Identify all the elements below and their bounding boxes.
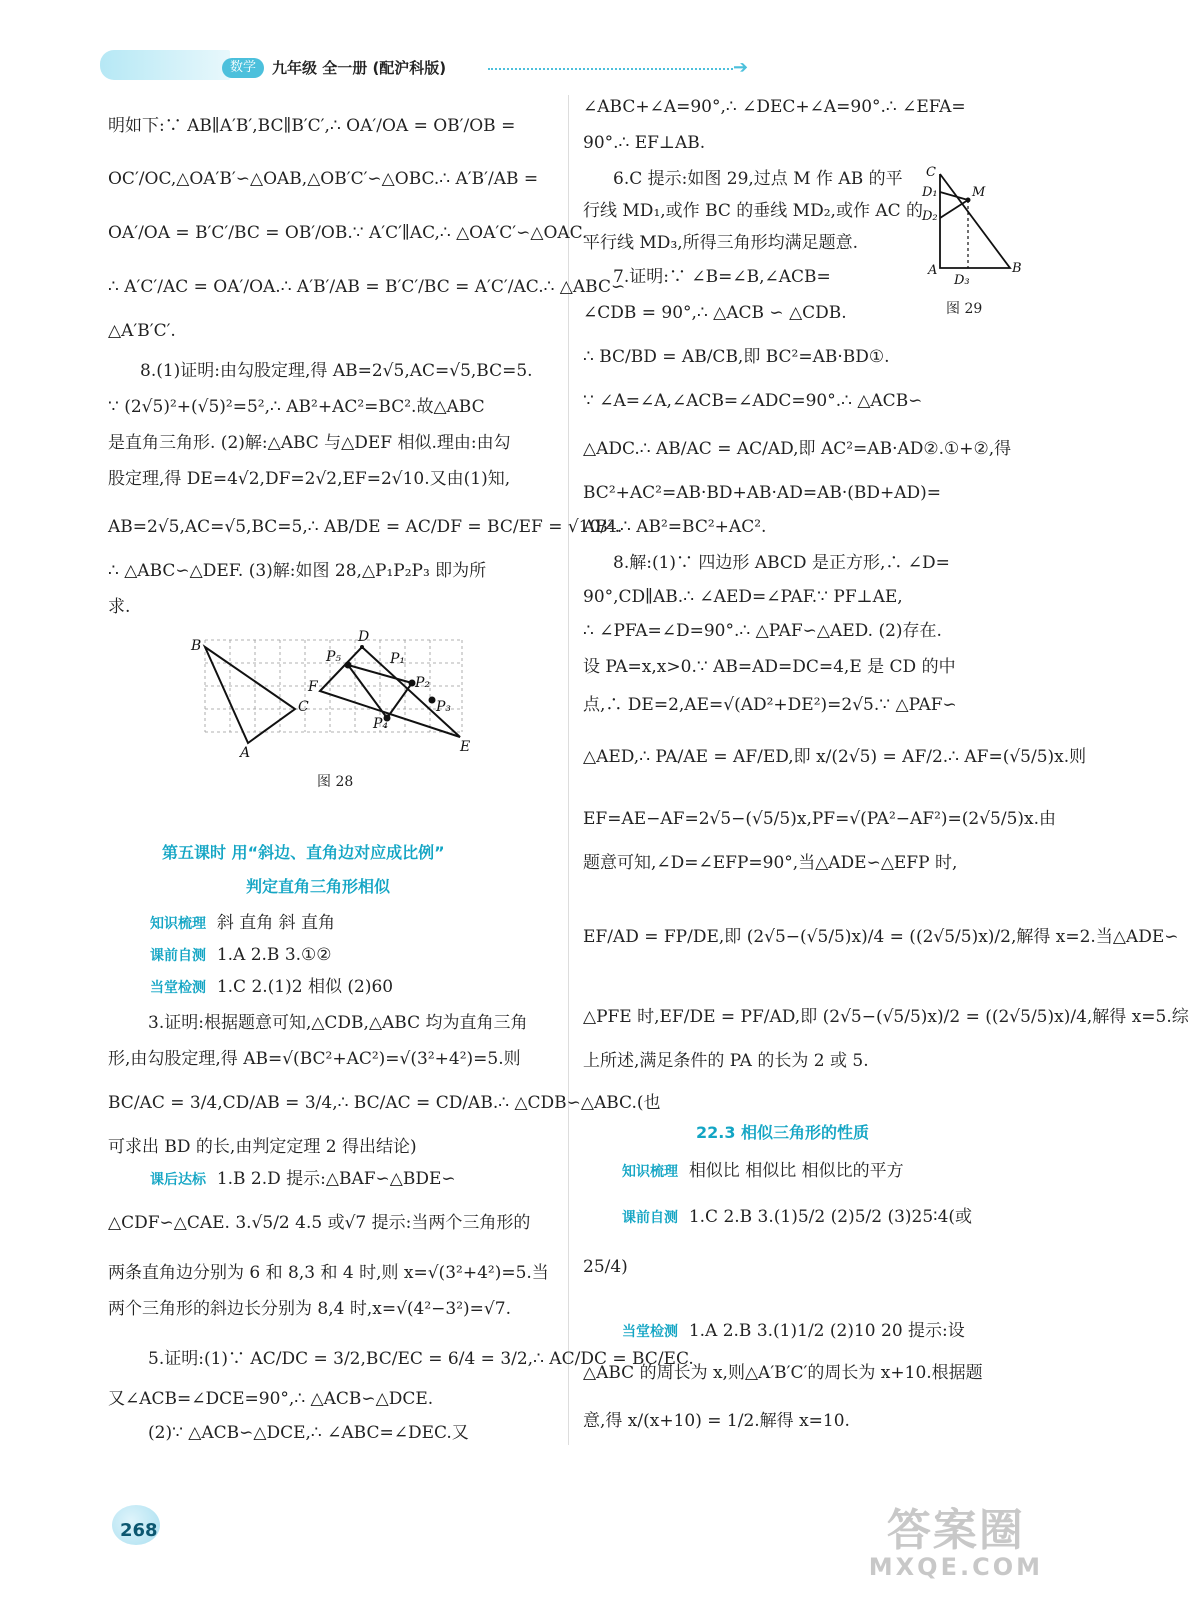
- answer-row: 知识梳理 斜 直角 斜 直角: [150, 913, 336, 933]
- label-D3: D₃: [954, 273, 970, 288]
- label-C: C: [298, 699, 309, 715]
- page-number: 268: [120, 1520, 158, 1541]
- right-line: 题意可知,∠D=∠EFP=90°,当△ADE∽△EFP 时,: [583, 853, 958, 873]
- subject-pill: 数学: [222, 58, 264, 78]
- answer-row: 3.证明:根据题意可知,△CDB,△ABC 均为直角三角: [148, 1013, 528, 1033]
- label-F: F: [308, 679, 318, 695]
- right-line: 90°.∴ EF⊥AB.: [583, 133, 706, 153]
- column-divider: [568, 95, 569, 1445]
- right-line: AB².∴ AB²=BC²+AC².: [583, 517, 767, 537]
- right-line: BC²+AC²=AB·BD+AB·AD=AB·(BD+AD)=: [583, 483, 942, 503]
- answer-row: 又∠ACB=∠DCE=90°,∴ △ACB∽△DCE.: [108, 1389, 434, 1409]
- right-line: 6.C 提示:如图 29,过点 M 作 AB 的平: [613, 169, 903, 189]
- figure-28: [190, 625, 480, 760]
- answer-row: 两条直角边分别为 6 和 8,3 和 4 时,则 x=√(3²+4²)=5.当: [108, 1263, 549, 1283]
- label-A: A: [240, 745, 251, 761]
- header-arrow-icon: ➔: [733, 57, 749, 78]
- right-line: EF=AE−AF=2√5−(√5/5)x,PF=√(PA²−AF²)=(2√5/5)x.由: [583, 809, 1057, 829]
- answer-row: BC/AC = 3/4,CD/AB = 3/4,∴ BC/AC = CD/AB.∴ △CDB∽△ABC.(也: [108, 1093, 661, 1113]
- right-line: 行线 MD₁,或作 BC 的垂线 MD₂,或作 AC 的: [583, 201, 924, 221]
- label-B: B: [1012, 261, 1022, 276]
- left-line: AB=2√5,AC=√5,BC=5,∴ AB/DE = AC/DF = BC/EF = √10/4.: [108, 517, 623, 537]
- answer-row: 可求出 BD 的长,由判定定理 2 得出结论): [108, 1137, 417, 1157]
- answer-row: 课前自测 1.A 2.B 3.①②: [150, 945, 332, 965]
- answer-row: 知识梳理 相似比 相似比 相似比的平方: [622, 1161, 904, 1181]
- right-line: EF/AD = FP/DE,即 (2√5−(√5/5)x)/4 = ((2√5/5)x)/2,解得 x=2.当△ADE∽: [583, 927, 1179, 947]
- right-line: △PFE 时,EF/DE = PF/AD,即 (2√5−(√5/5)x)/2 = ((2√5/5)x)/4,解得 x=5.综: [583, 1007, 1189, 1027]
- right-line: 上所述,满足条件的 PA 的长为 2 或 5.: [583, 1051, 869, 1071]
- answer-row: 5.证明:(1)∵ AC/DC = 3/2,BC/EC = 6/4 = 3/2,∴ AC/DC = BC/EC.: [148, 1349, 694, 1369]
- answer-row: 两个三角形的斜边长分别为 8,4 时,x=√(4²−3²)=√7.: [108, 1299, 511, 1319]
- header-title: 九年级 全一册 (配沪科版): [272, 59, 447, 77]
- left-line: ∴ △ABC∽△DEF. (3)解:如图 28,△P₁P₂P₃ 即为所: [108, 561, 487, 581]
- label-P1: P₁: [390, 651, 406, 667]
- label-D1: D₁: [922, 185, 938, 200]
- label-A: A: [928, 263, 938, 278]
- label-D: D: [358, 629, 370, 645]
- header-decoration: [100, 50, 230, 80]
- answer-row: 课前自测 1.C 2.B 3.(1)5/2 (2)5/2 (3)25∶4(或: [622, 1207, 973, 1227]
- answer-row: (2)∵ △ACB∽△DCE,∴ ∠ABC=∠DEC.又: [148, 1423, 469, 1443]
- left-line: ∵ (2√5)²+(√5)²=5²,∴ AB²+AC²=BC².故△ABC: [108, 397, 485, 417]
- left-line: 明如下:∵ AB∥A′B′,BC∥B′C′,∴ OA′/OA = OB′/OB =: [108, 116, 516, 136]
- answer-row: △CDF∽△CAE. 3.√5/2 4.5 或√7 提示:当两个三角形的: [108, 1213, 531, 1233]
- left-line: △A′B′C′.: [108, 321, 176, 341]
- answer-row: 当堂检测 1.C 2.(1)2 相似 (2)60: [150, 977, 394, 997]
- right-line: 90°,CD∥AB.∴ ∠AED=∠PAF.∵ PF⊥AE,: [583, 587, 903, 607]
- figure-29-caption: 图 29: [946, 301, 983, 317]
- figure-29: [918, 160, 1028, 290]
- right-line: ∠CDB = 90°,∴ △ACB ∽ △CDB.: [583, 303, 847, 323]
- label-C: C: [926, 165, 936, 180]
- section-subtitle: 判定直角三角形相似: [246, 877, 391, 896]
- label-B: B: [191, 638, 202, 654]
- label-M: M: [972, 185, 986, 200]
- right-line: ∴ BC/BD = AB/CB,即 BC²=AB·BD①.: [583, 347, 890, 367]
- left-line: ∴ A′C′/AC = OA′/OA.∴ A′B′/AB = B′C′/BC = A′C′/AC.∴ △ABC∽: [108, 277, 626, 297]
- figure-28-caption: 图 28: [317, 774, 354, 790]
- label-P4: P₄: [373, 716, 389, 732]
- section-title: 22.3 相似三角形的性质: [696, 1123, 870, 1142]
- label-P5: P₅: [326, 649, 342, 665]
- label-P2: P₂: [415, 675, 431, 691]
- right-line: ∠ABC+∠A=90°,∴ ∠DEC+∠A=90°.∴ ∠EFA=: [583, 97, 966, 117]
- right-line: △ADC.∴ AB/AC = AC/AD,即 AC²=AB·AD②.①+②,得: [583, 439, 1012, 459]
- left-line: OA′/OA = B′C′/BC = OB′/OB.∵ A′C′∥AC,∴ △OA′C′∽△OAC.: [108, 223, 588, 243]
- answer-row: 意,得 x/(x+10) = 1/2.解得 x=10.: [583, 1411, 850, 1431]
- header-dotted-rule: [488, 68, 733, 70]
- label-P3: P₃: [436, 699, 452, 715]
- answer-row: 形,由勾股定理,得 AB=√(BC²+AC²)=√(3²+4²)=5.则: [108, 1049, 521, 1069]
- right-line: 设 PA=x,x>0.∵ AB=AD=DC=4,E 是 CD 的中: [583, 657, 956, 677]
- answer-row: 课后达标 1.B 2.D 提示:△BAF∽△BDE∽: [150, 1169, 456, 1189]
- right-line: △AED,∴ PA/AE = AF/ED,即 x/(2√5) = AF/2.∴ AF=(√5/5)x.则: [583, 747, 1087, 767]
- answer-row: 当堂检测 1.A 2.B 3.(1)1/2 (2)10 20 提示:设: [622, 1321, 965, 1341]
- left-line: 股定理,得 DE=4√2,DF=2√2,EF=2√10.又由(1)知,: [108, 469, 511, 489]
- watermark-logo: 答案圈 MXQE.COM: [868, 1505, 1043, 1581]
- left-line: 求.: [108, 597, 131, 617]
- right-line: 点,∴ DE=2,AE=√(AD²+DE²)=2√5.∵ △PAF∽: [583, 695, 957, 715]
- left-line: OC′/OC,△OA′B′∽△OAB,△OB′C′∽△OBC.∴ A′B′/AB =: [108, 169, 539, 189]
- left-line: 是直角三角形. (2)解:△ABC 与△DEF 相似.理由:由勾: [108, 433, 511, 453]
- left-line: 8.(1)证明:由勾股定理,得 AB=2√5,AC=√5,BC=5.: [140, 361, 533, 381]
- label-D2: D₂: [922, 209, 938, 224]
- right-line: 8.解:(1)∵ 四边形 ABCD 是正方形,∴ ∠D=: [613, 553, 950, 573]
- right-line: 7.证明:∵ ∠B=∠B,∠ACB=: [613, 267, 831, 287]
- right-line: 平行线 MD₃,所得三角形均满足题意.: [583, 233, 859, 253]
- label-E: E: [460, 739, 471, 755]
- answer-row: 25/4): [583, 1257, 628, 1277]
- answer-row: △ABC 的周长为 x,则△A′B′C′的周长为 x+10.根据题: [583, 1363, 983, 1383]
- right-line: ∴ ∠PFA=∠D=90°.∴ △PAF∽△AED. (2)存在.: [583, 621, 942, 641]
- right-line: ∵ ∠A=∠A,∠ACB=∠ADC=90°.∴ △ACB∽: [583, 391, 923, 411]
- section-title: 第五课时 用“斜边、直角边对应成比例”: [162, 843, 445, 862]
